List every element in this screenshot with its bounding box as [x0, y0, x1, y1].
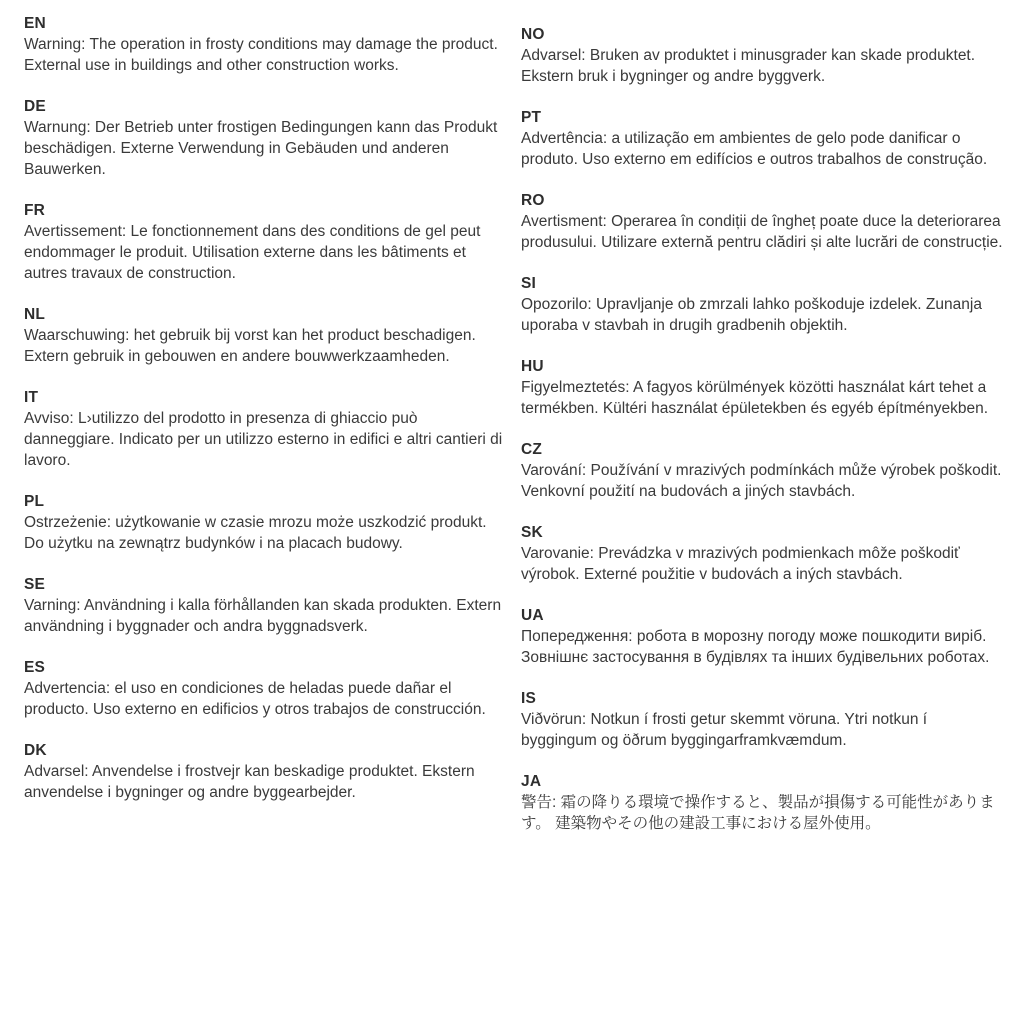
lang-code-label: FR [24, 202, 46, 219]
warning-text: Avertisment: Operarea în condiții de îngheț poate duce la deteriorarea produsului. Utilizare externă pentru clădiri și alte lucrări de construcție. [521, 213, 1003, 251]
warning-text: Waarschuwing: het gebruik bij vorst kan het product beschadigen. Extern gebruik in gebouwen en andere bouwwerkzaamheden. [24, 327, 476, 365]
warning-text: Viðvörun: Notkun í frosti getur skemmt vöruna. Ytri notkun í byggingum og öðrum byggingarframkvæmdum. [521, 711, 928, 749]
lang-section-dk [24, 740, 507, 803]
warning-text: Varning: Användning i kalla förhållanden kan skada produkten. Extern användning i byggnader och andra byggnadsverk. [24, 597, 502, 635]
lang-section-is [521, 688, 1004, 751]
warning-text: Advertencia: el uso en condiciones de heladas puede dañar el producto. Uso externo en edificios y otros trabajos de construcción. [24, 680, 486, 718]
warning-text: Advarsel: Bruken av produktet i minusgrader kan skade produktet. Ekstern bruk i bygninger og andre byggverk. [521, 47, 976, 85]
lang-section-es [24, 657, 507, 720]
warning-text: Avertissement: Le fonctionnement dans des conditions de gel peut endommager le produit. Utilisation externe dans les bâtiments et autres travaux de construction. [24, 223, 481, 282]
lang-code-label: DE [24, 98, 46, 115]
lang-section-ro [521, 190, 1004, 253]
lang-code-label: NL [24, 306, 46, 323]
lang-section-hu [521, 356, 1004, 419]
lang-section-ua [521, 605, 1004, 668]
lang-section-en [24, 13, 507, 76]
warning-text: Varovanie: Prevádzka v mrazivých podmienkach môže poškodiť výrobok. Externé použitie v budovách a iných stavbách. [521, 545, 960, 583]
lang-section-si [521, 273, 1004, 336]
lang-section-it [24, 387, 507, 471]
lang-code-label: PL [24, 493, 45, 510]
lang-code-label: SK [521, 524, 543, 541]
lang-code-label: HU [521, 358, 544, 375]
lang-code-label: IS [521, 690, 537, 707]
warning-text: Warning: The operation in frosty conditions may damage the product. External use in buildings and other construction works. [24, 36, 498, 74]
warning-text: Ostrzeżenie: użytkowanie w czasie mrozu może uszkodzić produkt. Do użytku na zewnątrz budynków i na placach budowy. [24, 514, 487, 552]
lang-section-ja [521, 771, 1004, 834]
lang-code-label: ES [24, 659, 46, 676]
lang-section-pt [521, 107, 1004, 170]
left-column [24, 13, 507, 854]
lang-section-de [24, 96, 507, 180]
lang-code-label: JA [521, 773, 542, 790]
lang-section-sk [521, 522, 1004, 585]
lang-code-label: SI [521, 275, 537, 292]
warning-text: Warnung: Der Betrieb unter frostigen Bedingungen kann das Produkt beschädigen. Externe Verwendung in Gebäuden und anderen Bauwerken. [24, 119, 498, 178]
lang-code-label: RO [521, 192, 545, 209]
warning-text: Avviso: L›utilizzo del prodotto in presenza di ghiaccio può danneggiare. Indicato per un utilizzo esterno in edifici e altri cantieri di lavoro. [24, 410, 503, 469]
warning-text: Figyelmeztetés: A fagyos körülmények közötti használat kárt tehet a termékben. Kültéri használat épületekben és egyéb építményekben. [521, 379, 989, 417]
lang-section-no [521, 24, 1004, 87]
lang-code-label: SE [24, 576, 46, 593]
warning-text: Попередження: робота в морозну погоду може пошкодити виріб. Зовнішнє застосування в будівлях та інших будівельних роботах. [521, 628, 990, 666]
lang-code-label: DK [24, 742, 47, 759]
lang-section-se [24, 574, 507, 637]
lang-code-label: EN [24, 15, 46, 32]
lang-code-label: CZ [521, 441, 543, 458]
lang-code-label: PT [521, 109, 542, 126]
warning-text: 警告: 霜の降りる環境で操作すると、製品が損傷する可能性があります。 建築物やその他の建設工事における屋外使用。 [521, 794, 995, 832]
lang-code-label: IT [24, 389, 39, 406]
warning-text: Advertência: a utilização em ambientes de gelo pode danificar o produto. Uso externo em edifícios e outros trabalhos de construção. [521, 130, 988, 168]
warning-text: Varování: Používání v mrazivých podmínkách může výrobek poškodit. Venkovní použití na budovách a jiných stavbách. [521, 462, 1002, 500]
lang-section-cz [521, 439, 1004, 502]
lang-section-fr [24, 200, 507, 284]
warning-text: Advarsel: Anvendelse i frostvejr kan beskadige produktet. Ekstern anvendelse i bygninger og andre byggearbejder. [24, 763, 475, 801]
lang-code-label: NO [521, 26, 545, 43]
lang-code-label: UA [521, 607, 544, 624]
lang-section-pl [24, 491, 507, 554]
right-column [521, 13, 1004, 854]
warning-text: Opozorilo: Upravljanje ob zmrzali lahko poškoduje izdelek. Zunanja uporaba v stavbah in drugih gradbenih objektih. [521, 296, 982, 334]
lang-section-nl [24, 304, 507, 367]
